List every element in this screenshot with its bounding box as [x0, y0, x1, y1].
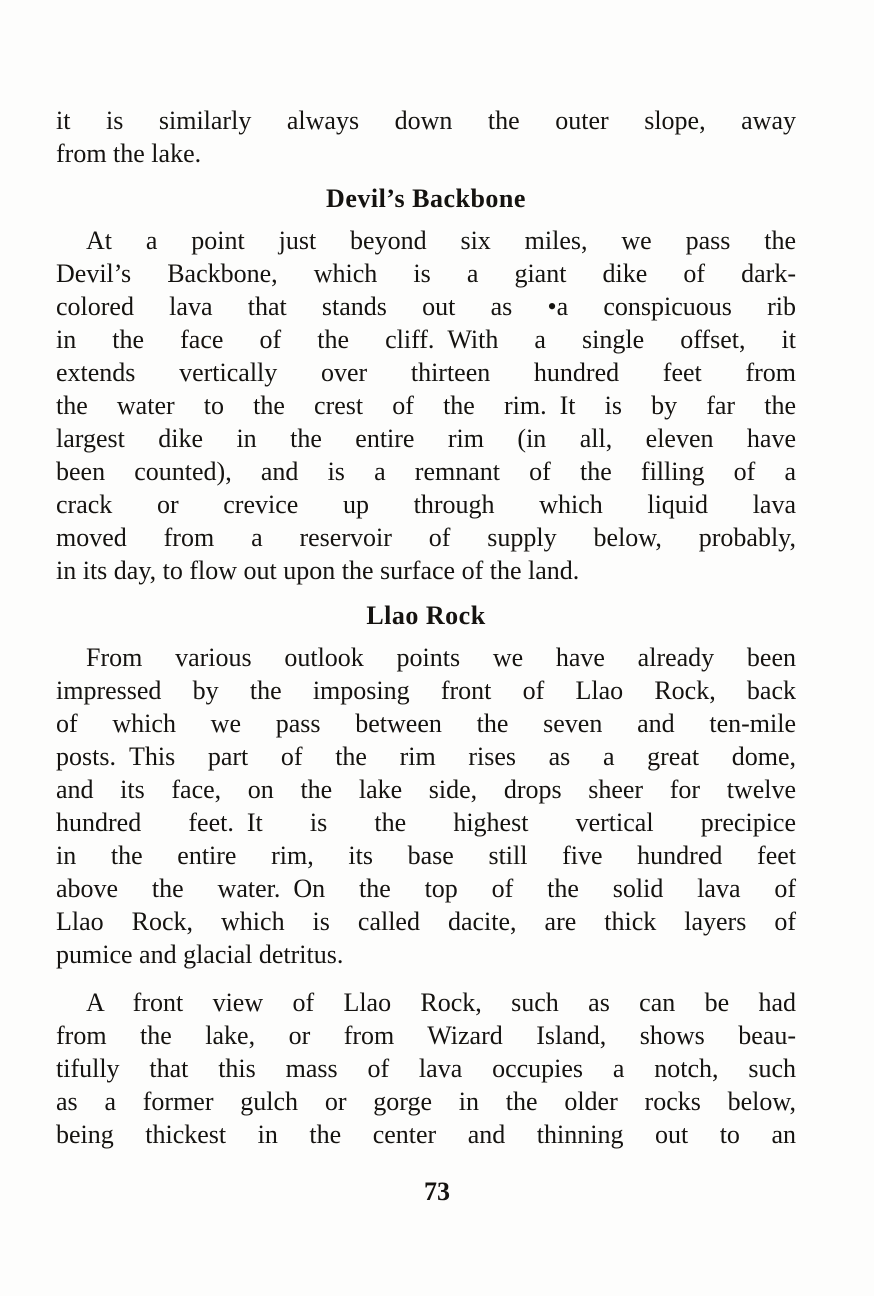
- text-line: and its face, on the lake side, drops sheer for twelve: [56, 775, 796, 804]
- text-line: At a point just beyond six miles, we pass the: [86, 226, 796, 255]
- text-line: A front view of Llao Rock, such as can be had: [86, 988, 796, 1017]
- text-line: colored lava that stands out as •a conspicuous rib: [56, 292, 796, 321]
- paragraph: [56, 224, 796, 587]
- paragraph: [56, 104, 796, 170]
- text-line: moved from a reservoir of supply below, probably,: [56, 523, 796, 552]
- text-line: largest dike in the entire rim (in all, eleven have: [56, 424, 796, 453]
- text-line: Llao Rock, which is called dacite, are thick layers of: [56, 907, 796, 936]
- section-heading: Llao Rock: [366, 601, 486, 630]
- text-line: pumice and glacial detritus.: [56, 940, 344, 969]
- text-line: the water to the crest of the rim. It is by far the: [56, 391, 796, 420]
- text-line: hundred feet. It is the highest vertical precipice: [56, 808, 796, 837]
- paragraph: [56, 641, 796, 971]
- text-line: posts. This part of the rim rises as a great dome,: [56, 742, 796, 771]
- text-line: in the face of the cliff. With a single offset, it: [56, 325, 796, 354]
- text-line: as a former gulch or gorge in the older rocks below,: [56, 1087, 796, 1116]
- text-line: from the lake.: [56, 139, 202, 168]
- text-line: been counted), and is a remnant of the filling of a: [56, 457, 796, 486]
- text-line: in its day, to flow out upon the surface of the land.: [56, 556, 580, 585]
- paragraph: [56, 986, 796, 1151]
- section-heading: Devil’s Backbone: [326, 184, 526, 213]
- page-number: 73: [424, 1177, 450, 1206]
- text-line: tifully that this mass of lava occupies a notch, such: [56, 1054, 796, 1083]
- text-line: extends vertically over thirteen hundred feet from: [56, 358, 796, 387]
- text-line: Devil’s Backbone, which is a giant dike of dark-: [56, 259, 796, 288]
- text-line: of which we pass between the seven and ten-mile: [56, 709, 796, 738]
- text-line: impressed by the imposing front of Llao Rock, back: [56, 676, 796, 705]
- text-line: it is similarly always down the outer slope, away: [56, 106, 796, 135]
- text-line: From various outlook points we have already been: [86, 643, 796, 672]
- text-line: above the water. On the top of the solid lava of: [56, 874, 796, 903]
- text-line: being thickest in the center and thinning out to an: [56, 1120, 796, 1149]
- text-line: in the entire rim, its base still five hundred feet: [56, 841, 796, 870]
- text-line: crack or crevice up through which liquid lava: [56, 490, 796, 519]
- text-line: from the lake, or from Wizard Island, shows beau-: [56, 1021, 796, 1050]
